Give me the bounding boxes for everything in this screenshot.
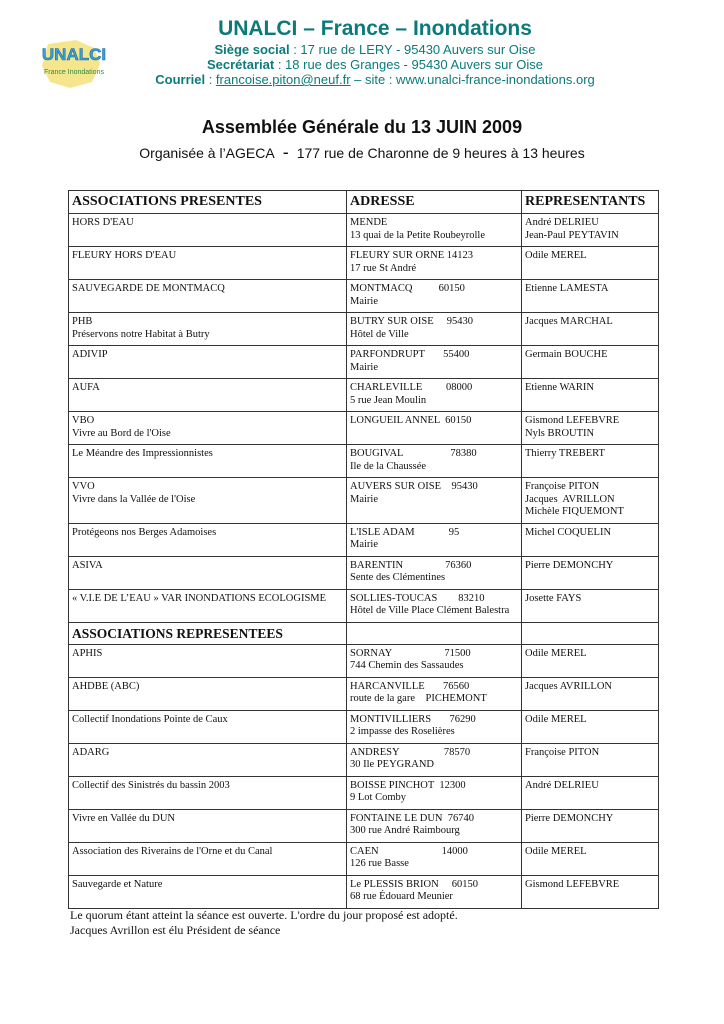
cell-line: AUVERS SUR OISE 95430 — [350, 481, 478, 492]
representants-cell — [522, 214, 659, 247]
association-cell — [69, 556, 347, 589]
cell-line: PARFONDRUPT 55400 — [350, 349, 470, 360]
cell-line: MONTIVILLIERS 76290 — [350, 713, 476, 725]
cell-line: VVO — [72, 481, 95, 492]
cell-line: VBO — [72, 415, 95, 426]
table-row — [69, 556, 659, 589]
cell-line: PHB — [72, 316, 93, 327]
representants-cell — [522, 743, 659, 776]
cell-line: AHDBE (ABC) — [72, 680, 140, 692]
adresse-cell — [347, 445, 522, 478]
secretariat-line: Secrétariat : 18 rue des Granges - 95430 Auvers sur Oise — [206, 57, 544, 72]
table-row — [69, 809, 659, 842]
svg-text:France Inondations: France Inondations — [44, 69, 104, 76]
representants-cell — [522, 379, 659, 412]
cell-line: SOLLIES-TOUCAS 83210 — [350, 592, 485, 604]
cell-line: Michèle FIQUEMONT — [525, 506, 624, 517]
table-row — [69, 776, 659, 809]
cell-line: Sente des Clémentines — [350, 572, 446, 583]
representants-cell — [522, 875, 659, 908]
table-row — [69, 478, 659, 524]
cell-line: MENDE — [350, 217, 388, 228]
cell-line: ASIVA — [72, 559, 103, 571]
cell-line: 300 rue André Raimbourg — [350, 825, 460, 836]
cell-line: Mairie — [350, 539, 378, 550]
table-row — [69, 842, 659, 875]
table-row — [69, 875, 659, 908]
table-row — [69, 445, 659, 478]
adresse-cell — [347, 842, 522, 875]
cell-line: Jacques AVRILLON — [525, 680, 613, 692]
adresse-cell — [347, 809, 522, 842]
cell-line: Le PLESSIS BRION 60150 — [350, 878, 479, 890]
representants-cell — [522, 809, 659, 842]
association-cell — [69, 842, 347, 875]
table-row — [69, 644, 659, 677]
table-row — [69, 523, 659, 556]
cell-line: Odile MEREL — [525, 845, 587, 857]
adresse-cell — [347, 875, 522, 908]
representants-cell — [522, 280, 659, 313]
association-cell — [69, 412, 347, 445]
adresse-cell — [347, 743, 522, 776]
cell-line: 5 rue Jean Moulin — [350, 394, 427, 406]
association-cell — [69, 214, 347, 247]
table-row — [69, 677, 659, 710]
cell-line: Mairie — [350, 295, 378, 307]
presentes-body — [69, 214, 659, 623]
cell-line: 68 rue Édouard Meunier — [350, 891, 453, 902]
cell-line: Hôtel de Ville Place Clément Balestra — [350, 605, 510, 616]
representants-cell — [522, 556, 659, 589]
representants-cell — [522, 412, 659, 445]
cell-line: Collectif Inondations Pointe de Caux — [72, 713, 228, 725]
table-row — [69, 379, 659, 412]
cell-line: Ile de la Chaussée — [350, 460, 427, 472]
cell-line: ANDRESY 78570 — [350, 746, 471, 758]
representants-cell — [522, 589, 659, 622]
adresse-cell — [347, 478, 522, 524]
association-cell — [69, 346, 347, 379]
cell-line: SAUVEGARDE DE MONTMACQ — [72, 283, 225, 294]
siege-line: Siège social : 17 rue de LERY - 95430 Auvers sur Oise — [214, 42, 536, 57]
association-cell — [69, 523, 347, 556]
cell-line: APHIS — [72, 647, 103, 659]
adresse-cell — [347, 677, 522, 710]
representants-cell — [522, 776, 659, 809]
cell-line: LONGUEIL ANNEL 60150 — [350, 415, 472, 426]
cell-line: Odile MEREL — [525, 250, 587, 261]
table-header-row — [69, 191, 659, 214]
representants-cell — [522, 842, 659, 875]
association-cell — [69, 247, 347, 280]
cell-line: Josette FAYS — [525, 592, 582, 604]
cell-line: Préservons notre Habitat à Butry — [72, 328, 210, 340]
cell-line: Vivre au Bord de l'Oise — [72, 427, 171, 439]
association-cell — [69, 677, 347, 710]
cell-line: Thierry TREBERT — [525, 448, 605, 459]
adresse-cell — [347, 644, 522, 677]
cell-line: L'ISLE ADAM 95 — [350, 526, 460, 538]
cell-line: Odile MEREL — [525, 647, 587, 659]
cell-line: AUFA — [72, 382, 100, 393]
email-link[interactable]: francoise.piton@neuf.fr — [215, 72, 351, 87]
col-header-representants: REPRESENTANTS — [522, 191, 659, 214]
association-cell — [69, 478, 347, 524]
svg-text:UNALCI: UNALCI — [41, 45, 107, 64]
adresse-cell — [347, 247, 522, 280]
cell-line: MONTMACQ 60150 — [350, 283, 465, 294]
cell-line: Hôtel de Ville — [350, 328, 409, 340]
table-row — [69, 346, 659, 379]
cell-line: André DELRIEU — [525, 217, 599, 228]
minutes-text — [70, 908, 458, 938]
cell-line: Etienne LAMESTA — [525, 283, 609, 294]
cell-line: route de la gare PICHEMONT — [350, 693, 487, 704]
cell-line: Sauvegarde et Nature — [72, 878, 163, 890]
cell-line: 9 Lot Comby — [350, 792, 407, 803]
adresse-cell — [347, 556, 522, 589]
cell-line: BUTRY SUR OISE 95430 — [350, 316, 474, 327]
president-line: Jacques Avrillon est élu Président de séance — [70, 923, 281, 937]
cell-line: SORNAY 71500 — [350, 647, 471, 659]
table-row — [69, 743, 659, 776]
section-representees — [69, 622, 659, 644]
association-cell — [69, 743, 347, 776]
org-title: UNALCI – France – Inondations — [218, 17, 532, 40]
cell-line: CAEN 14000 — [350, 845, 468, 857]
representants-cell — [522, 644, 659, 677]
cell-line: 744 Chemin des Sassaudes — [350, 660, 464, 671]
association-cell — [69, 445, 347, 478]
adresse-cell — [347, 523, 522, 556]
courriel-line: Courriel : francoise.piton@neuf.fr – site : www.unalci-france-inondations.org — [155, 72, 595, 87]
cell-line: Gismond LEFEBVRE — [525, 415, 620, 426]
association-cell — [69, 644, 347, 677]
cell-line: 13 quai de la Petite Roubeyrolle — [350, 229, 486, 241]
cell-line: Mairie — [350, 361, 378, 373]
representants-cell — [522, 346, 659, 379]
cell-line: Etienne WARIN — [525, 382, 594, 393]
cell-line: Pierre DEMONCHY — [525, 559, 614, 571]
section-label: ASSOCIATIONS REPRESENTEES — [69, 622, 347, 644]
association-cell — [69, 589, 347, 622]
cell-line: « V.I.E DE L’EAU » VAR INONDATIONS ECOLOGISME — [72, 592, 327, 604]
cell-line: Françoise PITON — [525, 481, 600, 492]
representants-cell — [522, 677, 659, 710]
cell-line: Mairie — [350, 493, 378, 505]
cell-line: Vivre dans la Vallée de l'Oise — [72, 493, 196, 505]
adresse-cell — [347, 412, 522, 445]
representants-cell — [522, 478, 659, 524]
representants-cell — [522, 710, 659, 743]
association-cell — [69, 710, 347, 743]
association-cell — [69, 313, 347, 346]
representees-body — [69, 644, 659, 908]
table-row — [69, 280, 659, 313]
representants-cell — [522, 247, 659, 280]
association-cell — [69, 280, 347, 313]
cell-line: ADARG — [72, 746, 110, 758]
adresse-cell — [347, 280, 522, 313]
quorum-line: Le quorum étant atteint la séance est ouverte. L'ordre du jour proposé est adopté. — [70, 908, 458, 922]
table-row — [69, 313, 659, 346]
cell-line: Association des Riverains de l'Orne et du Canal — [72, 845, 273, 857]
cell-line: Jean-Paul PEYTAVIN — [525, 229, 619, 241]
cell-line: Gismond LEFEBVRE — [525, 878, 620, 890]
adresse-cell — [347, 379, 522, 412]
cell-line: Le Méandre des Impressionnistes — [72, 448, 213, 459]
cell-line: BARENTIN 76360 — [350, 559, 472, 571]
cell-line: 30 Ile PEYGRAND — [350, 759, 434, 770]
cell-line: 2 impasse des Roselières — [350, 726, 455, 737]
cell-line: Vivre en Vallée du DUN — [72, 812, 175, 824]
cell-line: FLEURY SUR ORNE 14123 — [350, 250, 474, 261]
adresse-cell — [347, 589, 522, 622]
association-cell — [69, 379, 347, 412]
table-row — [69, 247, 659, 280]
adresse-cell — [347, 214, 522, 247]
cell-line: BOISSE PINCHOT 12300 — [350, 779, 466, 791]
representants-cell — [522, 313, 659, 346]
cell-line: BOUGIVAL 78380 — [350, 448, 477, 459]
cell-line: Jacques MARCHAL — [525, 316, 613, 327]
cell-line: Nyls BROUTIN — [525, 427, 595, 439]
cell-line: FLEURY HORS D'EAU — [72, 250, 177, 261]
adresse-cell — [347, 346, 522, 379]
representants-cell — [522, 523, 659, 556]
meeting-title: Assemblée Générale du 13 JUIN 2009 — [201, 117, 523, 137]
cell-line: André DELRIEU — [525, 779, 599, 791]
adresse-cell — [347, 313, 522, 346]
association-cell — [69, 776, 347, 809]
cell-line: Michel COQUELIN — [525, 526, 612, 538]
cell-line: Germain BOUCHE — [525, 349, 608, 360]
cell-line: CHARLEVILLE 08000 — [350, 382, 473, 393]
cell-line: Protégeons nos Berges Adamoises — [72, 526, 217, 538]
cell-line: Collectif des Sinistrés du bassin 2003 — [72, 779, 230, 791]
meeting-subtitle: Organisée à l’AGECA - 177 rue de Charonne de 9 heures à 13 heures — [139, 142, 585, 162]
association-cell — [69, 809, 347, 842]
letterhead — [140, 16, 610, 87]
col-header-adresse: ADRESSE — [347, 191, 522, 214]
cell-line: 17 rue St André — [350, 262, 417, 274]
cell-line: Jacques AVRILLON — [525, 493, 615, 505]
col-header-associations: ASSOCIATIONS PRESENTES — [69, 191, 347, 214]
cell-line: HARCANVILLE 76560 — [350, 680, 470, 692]
adresse-cell — [347, 710, 522, 743]
associations-table — [68, 190, 659, 909]
table-row — [69, 710, 659, 743]
cell-line: Odile MEREL — [525, 713, 587, 725]
cell-line: 126 rue Basse — [350, 858, 409, 869]
unalci-logo — [34, 38, 114, 90]
cell-line: HORS D'EAU — [72, 217, 134, 228]
cell-line: Pierre DEMONCHY — [525, 812, 614, 824]
table-row — [69, 214, 659, 247]
cell-line: Françoise PITON — [525, 746, 600, 758]
representants-cell — [522, 445, 659, 478]
cell-line: FONTAINE LE DUN 76740 — [350, 812, 474, 824]
table-row — [69, 589, 659, 622]
adresse-cell — [347, 776, 522, 809]
section-row — [69, 622, 659, 644]
table-row — [69, 412, 659, 445]
cell-line: ADIVIP — [72, 349, 108, 360]
association-cell — [69, 875, 347, 908]
